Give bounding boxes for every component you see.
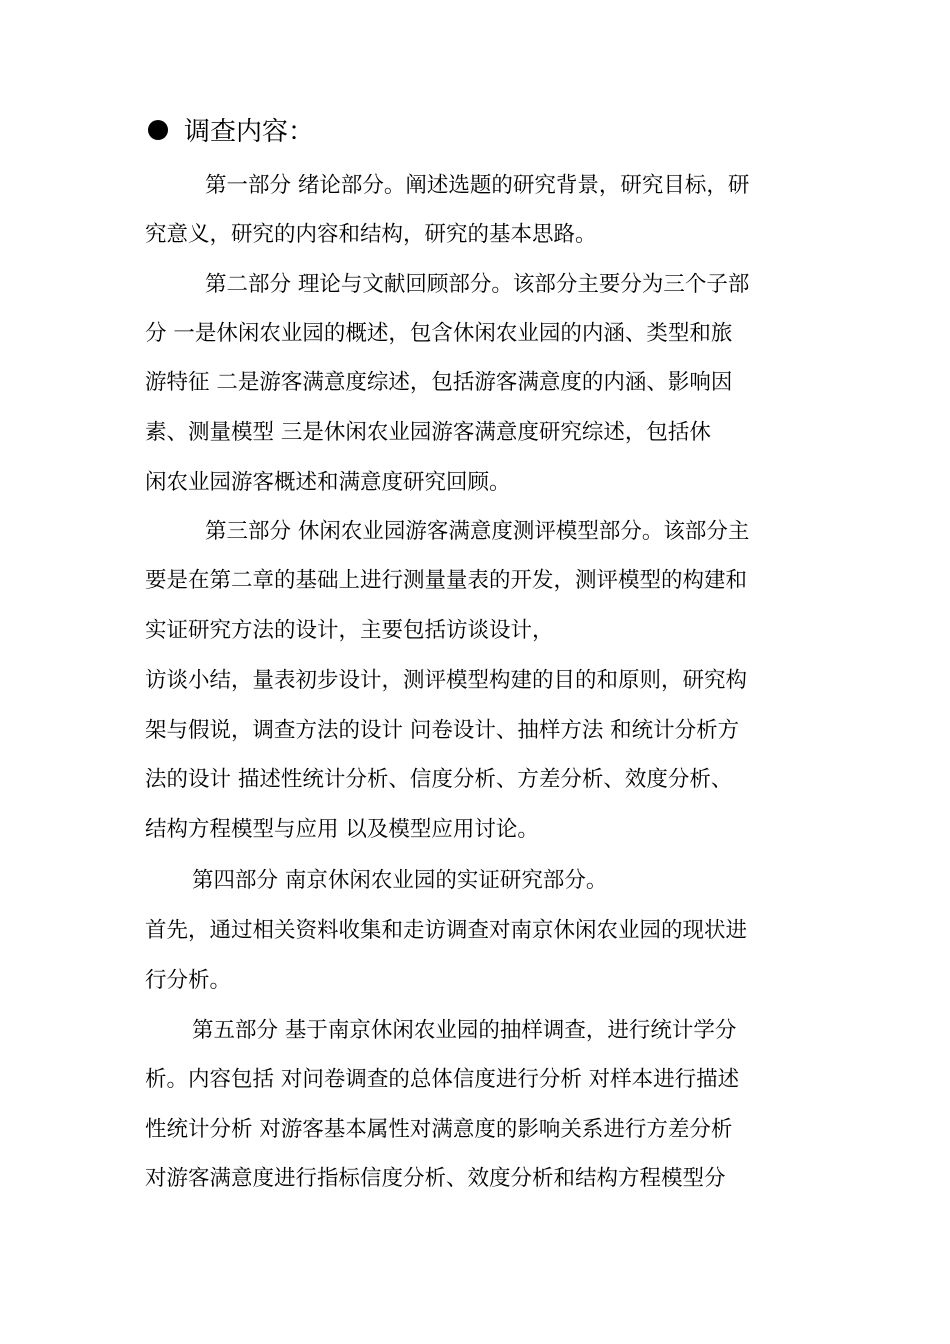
text-line: 法的设计 描述性统计分析、信度分析、方差分析、效度分析、 [145, 767, 733, 792]
text-line: 实证研究方法的设计，主要包括访谈设计， [145, 618, 554, 643]
text-line: 性统计分析 对游客基本属性对满意度的影响关系进行方差分析 [145, 1117, 733, 1142]
text-line: 首先，通过相关资料收集和走访调查对南京休闲农业园的现状进 [145, 918, 748, 943]
text-line: 析。内容包括 对问卷调查的总体信度进行分析 对样本进行描述 [145, 1067, 740, 1092]
text-line: 结构方程模型与应用 以及模型应用讨论。 [145, 817, 539, 842]
text-line: 第一部分 绪论部分。阐述选题的研究背景，研究目标，研 [205, 173, 750, 198]
section-heading [148, 108, 314, 156]
text-line: 分 一是休闲农业园的概述，包含休闲农业园的内涵、类型和旅 [145, 321, 733, 346]
text-line: 第四部分 南京休闲农业园的实证研究部分。 [192, 868, 608, 893]
text-line: 第三部分 休闲农业园游客满意度测评模型部分。该部分主 [205, 519, 750, 544]
text-line: 对游客满意度进行指标信度分析、效度分析和结构方程模型分 [145, 1166, 726, 1191]
text-line: 第五部分 基于南京休闲农业园的抽样调查，进行统计学分 [192, 1018, 737, 1043]
text-line: 架与假说，调查方法的设计 问卷设计、抽样方法 和统计分析方 [145, 718, 740, 743]
text-line: 第二部分 理论与文献回顾部分。该部分主要分为三个子部 [205, 272, 750, 297]
text-line: 访谈小结，量表初步设计，测评模型构建的目的和原则，研究构 [145, 668, 748, 693]
text-line: 素、测量模型 三是休闲农业园游客满意度研究综述，包括休 [145, 420, 711, 445]
bullet-icon [148, 120, 168, 140]
text-line: 要是在第二章的基础上进行测量量表的开发，测评模型的构建和 [145, 568, 748, 593]
text-line: 游特征 二是游客满意度综述，包括游客满意度的内涵、影响因 [145, 370, 733, 395]
text-line: 究意义，研究的内容和结构，研究的基本思路。 [145, 222, 597, 247]
text-line: 行分析。 [145, 968, 232, 993]
text-line: 闲农业园游客概述和满意度研究回顾。 [145, 470, 511, 495]
heading-text: 调查内容： [184, 117, 315, 147]
